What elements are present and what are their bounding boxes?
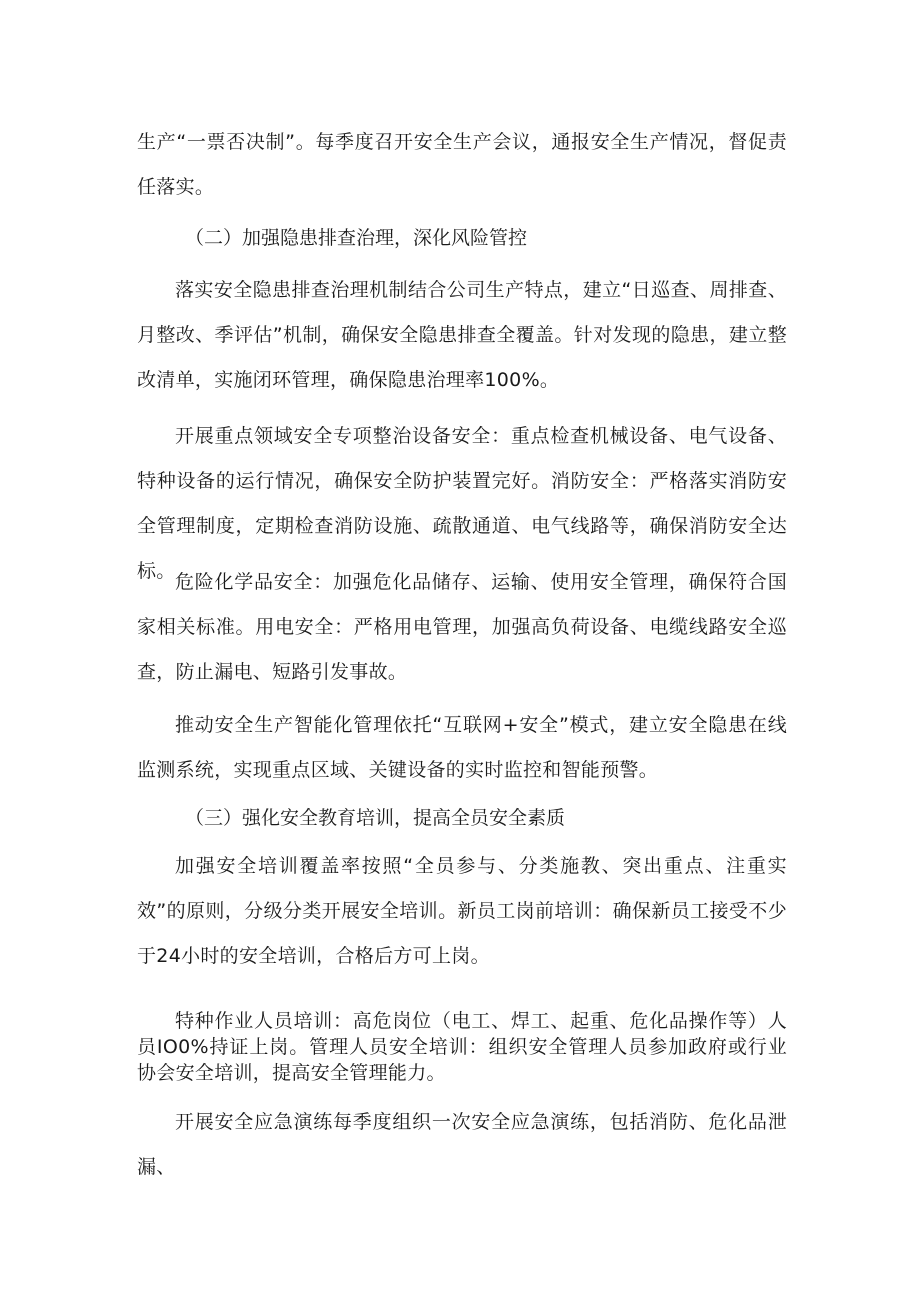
paragraph-key-area-rectification: 开展重点领域安全专项整治设备安全：重点检查机械设备、电气设备、特种设备的运行情况，确保安全防护装置完好。消防安全：严格落实消防安全管理制度，定期检查消防设施、疏散通道、电气线路等，确保消防安全达标。	[137, 425, 787, 582]
paragraph-emergency-drill: 开展安全应急演练每季度组织一次安全应急演练，包括消防、危化品泄漏、	[137, 1111, 787, 1178]
paragraph-training-coverage: 加强安全培训覆盖率按照“全员参与、分类施教、突出重点、注重实效”的原则，分级分类开展安全培训。新员工岗前培训：确保新员工接受不少于24小时的安全培训，合格后方可上岗。	[137, 855, 787, 967]
paragraph-smart-management: 推动安全生产智能化管理依托“互联网+安全”模式，建立安全隐患在线监测系统，实现重点区域、关键设备的实时监控和智能预警。	[137, 714, 787, 781]
paragraph-responsibility: 生产“一票否决制”。每季度召开安全生产会议，通报安全生产情况，督促责任落实。	[137, 131, 787, 198]
paragraph-hazardous-chemicals: 危险化学品安全：加强危化品储存、运输、使用安全管理，确保符合国家相关标准。用电安全：严格用电管理，加强高负荷设备、电缆线路安全巡查，防止漏电、短路引发事故。	[137, 571, 787, 683]
paragraph-hazard-investigation: 落实安全隐患排查治理机制结合公司生产特点，建立“日巡查、周排查、月整改、季评估”机制，确保安全隐患排查全覆盖。针对发现的隐患，建立整改清单，实施闭环管理，确保隐患治理率100%。	[137, 279, 787, 391]
section-heading-hazard-control: （二）加强隐患排查治理，深化风险管控	[185, 227, 528, 249]
paragraph-special-operations-training: 特种作业人员培训：高危岗位（电工、焊工、起重、危化品操作等）人员IO0%持证上岗。管理人员安全培训：组织安全管理人员参加政府或行业协会安全培训，提高安全管理能力。	[137, 1010, 787, 1084]
section-heading-training: （三）强化安全教育培训，提高全员安全素质	[185, 807, 566, 829]
